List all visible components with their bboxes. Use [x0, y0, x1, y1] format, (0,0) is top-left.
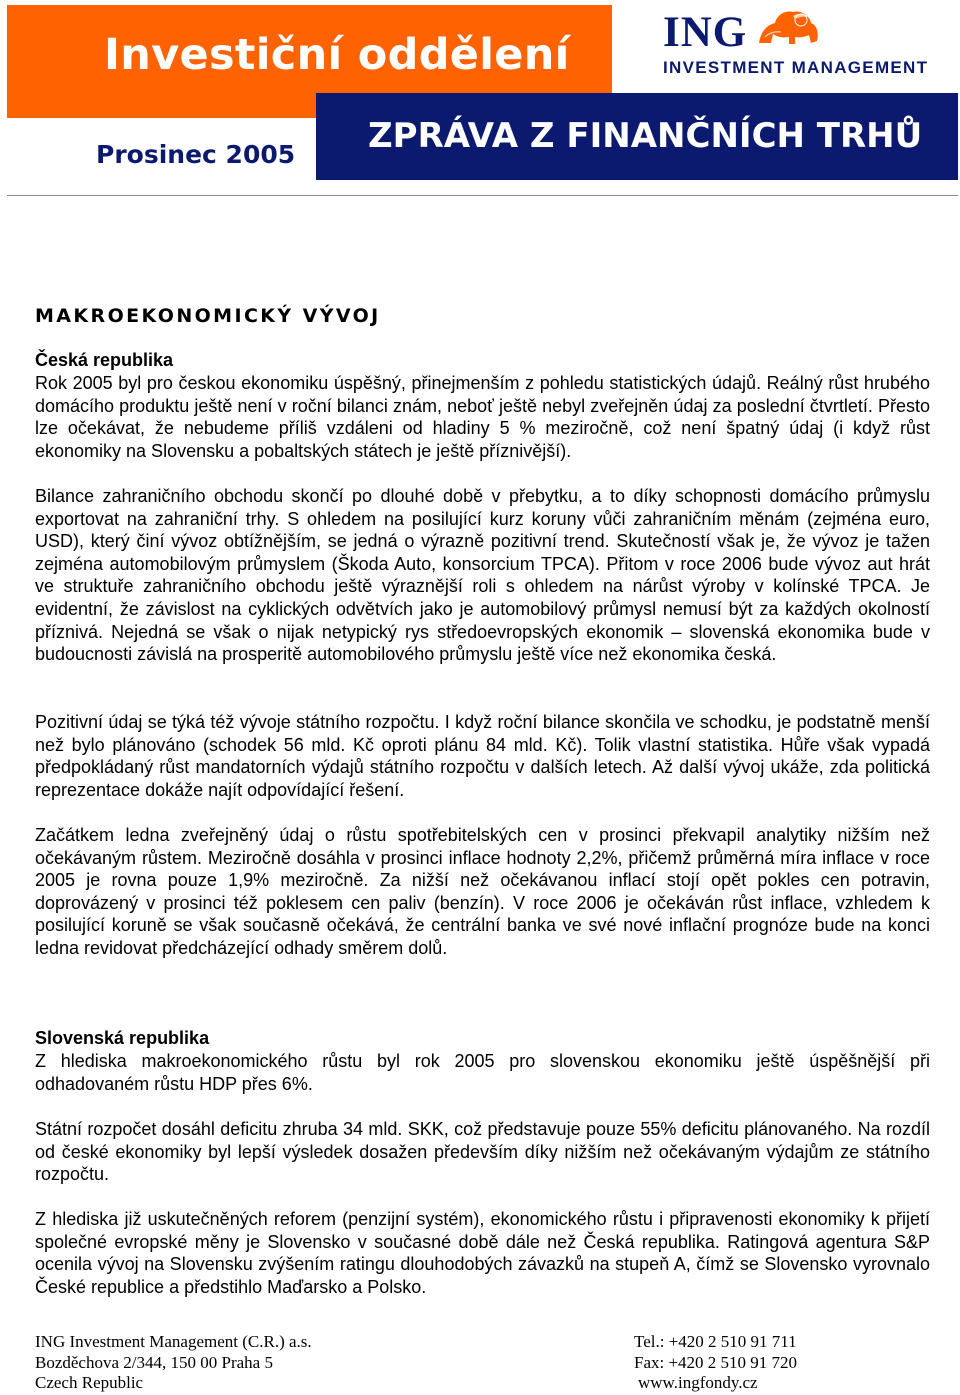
lion-logo-icon	[755, 7, 821, 47]
sk-paragraph-3: Z hlediska již uskutečněných reforem (penzijní systém), ekonomického růstu i připravenosti ekonomiky k přijetí společné evropské měny je Slovensko v současné době dále než Česká republika. Ratingová agentura S&P ocenila vývoj na Slovensku zvýšením ratingu dlouhodobých závazků na stupeň A, čímž se Slovensko vyrovnalo České republice a předstihlo Maďarsko a Polsko.	[35, 1209, 930, 1297]
footer-web-link[interactable]: www.ingfondy.cz	[638, 1373, 758, 1392]
cz-paragraph-3: Pozitivní údaj se týká též vývoje státního rozpočtu. I když roční bilance skončila ve schodku, je podstatně menší než bylo plánováno (schodek 56 mld. Kč oproti plánu 84 mld. Kč). Tolik vlastní statistika. Hůře však vypadá předpokládaný růst mandatorních výdajů státního rozpočtu v dalších letech. Až další vývoj ukáže, zda politická reprezentace dokáže najít odpovídající řešení.	[35, 712, 930, 800]
ing-logo-text: ING	[663, 9, 748, 56]
footer-fax: Fax: +420 2 510 91 720	[634, 1352, 798, 1372]
footer-contacts	[634, 1332, 797, 1394]
sk-paragraph-2: Státní rozpočet dosáhl deficitu zhruba 34 mld. SKK, což představuje pouze 55% deficitu plánovaného. Na rozdíl od české ekonomiky byl lepší výsledek dosažen především díky nižším než očekávaným výdajům ze státního rozpočtu.	[35, 1119, 930, 1185]
department-title: Investiční oddělení	[104, 30, 570, 80]
report-title: ZPRÁVA Z FINANČNÍCH TRHŮ	[368, 116, 923, 156]
cz-paragraph-4: Začátkem ledna zveřejněný údaj o růstu spotřebitelských cen v prosinci překvapil analytiky nižším než očekávaným růstem. Meziročně dosáhla v prosinci inflace hodnoty 2,2%, přičemž průměrná míra inflace v roce 2005 je rovna pouze 1,9% meziročně. Za nižší než očekávanou inflací stojí opět pokles cen potravin, doprovázený v prosinci též poklesem cen paliv (benzín). V roce 2006 je očekáván růst inflace, vzhledem k posilující koruně se však současně očekává, že centrální banka ve své nové inflační prognóze bude na konci ledna revidovat předcházející odhady směrem dolů.	[35, 825, 930, 958]
sk-heading: Slovenská republika	[35, 1028, 210, 1048]
section-title: MAKROEKONOMICKÝ VÝVOJ	[35, 305, 381, 327]
footer-tel: Tel.: +420 2 510 91 711	[634, 1332, 797, 1351]
header-divider	[7, 195, 958, 196]
cz-heading: Česká republika	[35, 350, 174, 370]
footer-street: Bozděchova 2/344, 150 00 Praha 5	[35, 1352, 273, 1372]
ing-logo-subtitle: INVESTMENT MANAGEMENT	[663, 58, 929, 77]
report-month: Prosinec 2005	[96, 140, 296, 169]
footer-address	[35, 1332, 312, 1394]
footer-company: ING Investment Management (C.R.) a.s.	[35, 1332, 312, 1351]
footer-country: Czech Republic	[35, 1373, 144, 1392]
cz-paragraph-1: Rok 2005 byl pro českou ekonomiku úspěšný, přinejmenším z pohledu statistických údajů. Reálný růst hrubého domácího produktu ještě není v roční bilanci znám, neboť ještě nebyl zveřejněn údaj za poslední čtvrtletí. Přesto lze očekávat, že nebudeme příliš vzdáleni od hladiny 5 % meziročně, což není špatný údaj (i když růst ekonomiky na Slovensku a pobaltských státech je ještě příznivější).	[35, 373, 930, 461]
cz-paragraph-2: Bilance zahraničního obchodu skončí po dlouhé době v přebytku, a to díky schopnosti domácího průmyslu exportovat na zahraniční trhy. S ohledem na posilující kurz koruny vůči zahraničním měnám (zejména euro, USD), který činí vývoz obtížnějším, se jedná o výrazně pozitivní trend. Skutečností však je, že vývoz je tažen zejména automobilovým průmyslem (Škoda Auto, konsorcium TPCA). Přitom v roce 2006 bude vývoz aut hrát ve struktuře zahraničního obchodu ještě výraznější roli s ohledem na nárůst výroby v kolínské TPCA. Je evidentní, že závislost na cyklických odvětvích jako je automobilový průmysl nemusí být za každých okolností příznivá. Nejedná se však o nijak netypický rys středoevropských ekonomik – slovenská ekonomika bude v budoucnosti závislá na prosperitě automobilového průmyslu ještě více než ekonomika česká.	[35, 486, 930, 665]
sk-paragraph-1: Z hlediska makroekonomického růstu byl rok 2005 pro slovenskou ekonomiku ještě úspěšnější při odhadovaném růstu HDP přes 6%.	[35, 1051, 930, 1094]
